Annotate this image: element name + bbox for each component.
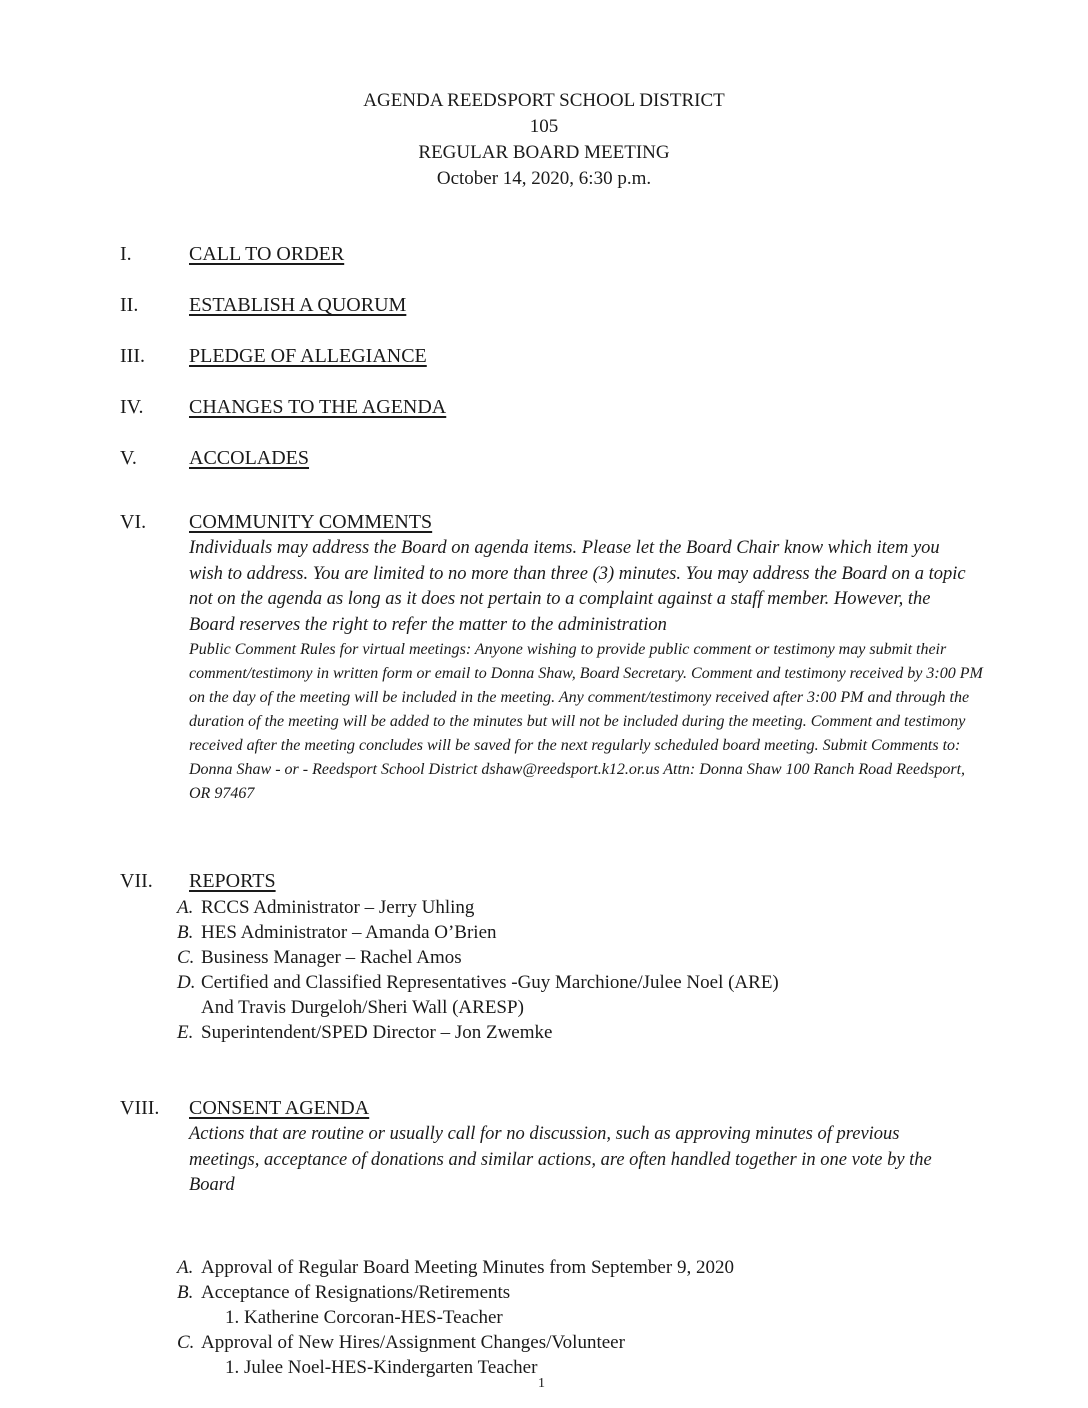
section-number: IV. [120, 396, 144, 418]
item-continuation: And Travis Durgeloh/Sheri Wall (ARESP) [201, 997, 524, 1018]
section-changes [120, 393, 1020, 421]
section-consent-agenda [120, 1094, 1020, 1380]
section-number: III. [120, 345, 145, 367]
sub-item: 1. Katherine Corcoran-HES-Teacher [225, 1306, 503, 1328]
list-item [177, 895, 1020, 920]
list-item [177, 920, 1020, 945]
reports-list [177, 895, 1020, 1045]
item-text: Approval of New Hires/Assignment Changes/Volunteer [201, 1331, 625, 1353]
consent-agenda-note: Actions that are routine or usually call for no discussion, such as approving minutes of previous meetings, acceptance of donations and similar actions, are often handled together in one vote by the Board [189, 1124, 932, 1195]
header-line-1: AGENDA REEDSPORT SCHOOL DISTRICT [363, 90, 725, 111]
section-title: ACCOLADES [189, 447, 310, 469]
section-community-comments [120, 508, 1020, 806]
item-letter: C. [177, 947, 195, 968]
item-text: Acceptance of Resignations/Retirements [201, 1281, 511, 1303]
sub-item: 1. Julee Noel-HES-Kindergarten Teacher [225, 1356, 538, 1378]
list-item [177, 945, 1020, 970]
item-letter: A. [177, 897, 194, 918]
item-text: HES Administrator – Amanda O’Brien [201, 922, 497, 943]
item-letter: D. [177, 972, 196, 993]
list-item [177, 1330, 1020, 1380]
section-title: PLEDGE OF ALLEGIANCE [189, 345, 427, 367]
section-number: VI. [120, 511, 147, 533]
list-item [177, 1255, 1020, 1280]
item-letter: E. [177, 1022, 194, 1043]
section-establish-quorum [120, 291, 1020, 319]
section-title: CHANGES TO THE AGENDA [189, 396, 447, 418]
item-letter: A. [177, 1256, 194, 1278]
section-title: CALL TO ORDER [189, 243, 345, 265]
section-pledge [120, 342, 1020, 370]
item-letter: B. [177, 1281, 194, 1303]
header-line-2: 105 [529, 116, 559, 137]
public-comment-rules: Public Comment Rules for virtual meetings: Anyone wishing to provide public comment or testimony may submit their comment/testimony in written form or email to Donna Shaw, Board Secretary. Comment and testimony received by 3:00 PM on the day of the meeting will be included in the meeting. Any comment/testimony received after 3:00 PM and through the duration of the meeting will be added to the minutes but will not be included during the meeting. Comment and testimony received after the meeting concludes will be saved for the next regularly scheduled board meeting. Submit Comments to: Donna Shaw - or - Reedsport School District dshaw@reedsport.k12.or.us Attn: Donna Shaw 100 Ranch Road Reedsport, OR 97467 [189, 641, 983, 802]
consent-agenda-list [177, 1255, 1020, 1380]
item-text: Certified and Classified Representatives -Guy Marchione/Julee Noel (ARE) [201, 972, 779, 993]
section-reports [120, 867, 1020, 1045]
item-text: Superintendent/SPED Director – Jon Zwemke [201, 1022, 553, 1043]
header-line-3: REGULAR BOARD MEETING [418, 142, 670, 163]
item-letter: B. [177, 922, 194, 943]
page-number: 1 [538, 1376, 545, 1391]
section-number: II. [120, 294, 139, 316]
section-accolades [120, 444, 1020, 472]
community-comments-note: Individuals may address the Board on agenda items. Please let the Board Chair know which item you wish to address. You are limited to no more than three (3) minutes. You may address the Board on a topic not on the agenda as long as it does not pertain to a complaint against a staff member. However, the Board reserves the right to refer the matter to the administration [189, 538, 966, 635]
section-call-to-order [120, 240, 1020, 268]
item-text: RCCS Administrator – Jerry Uhling [201, 897, 475, 918]
section-number: VII. [120, 870, 153, 892]
section-number: V. [120, 447, 137, 469]
section-number: VIII. [120, 1097, 160, 1119]
item-text: Approval of Regular Board Meeting Minutes from September 9, 2020 [201, 1256, 734, 1278]
section-title: ESTABLISH A QUORUM [189, 294, 407, 316]
list-item [177, 1020, 1020, 1045]
item-text: Business Manager – Rachel Amos [201, 947, 462, 968]
section-title: REPORTS [189, 870, 276, 892]
list-item [177, 1280, 1020, 1330]
item-letter: C. [177, 1331, 195, 1353]
list-item [177, 970, 1020, 1020]
document-header [0, 88, 1088, 192]
section-number: I. [120, 243, 132, 265]
section-title: COMMUNITY COMMENTS [189, 511, 433, 533]
header-line-4: October 14, 2020, 6:30 p.m. [436, 168, 652, 189]
section-title: CONSENT AGENDA [189, 1097, 370, 1119]
